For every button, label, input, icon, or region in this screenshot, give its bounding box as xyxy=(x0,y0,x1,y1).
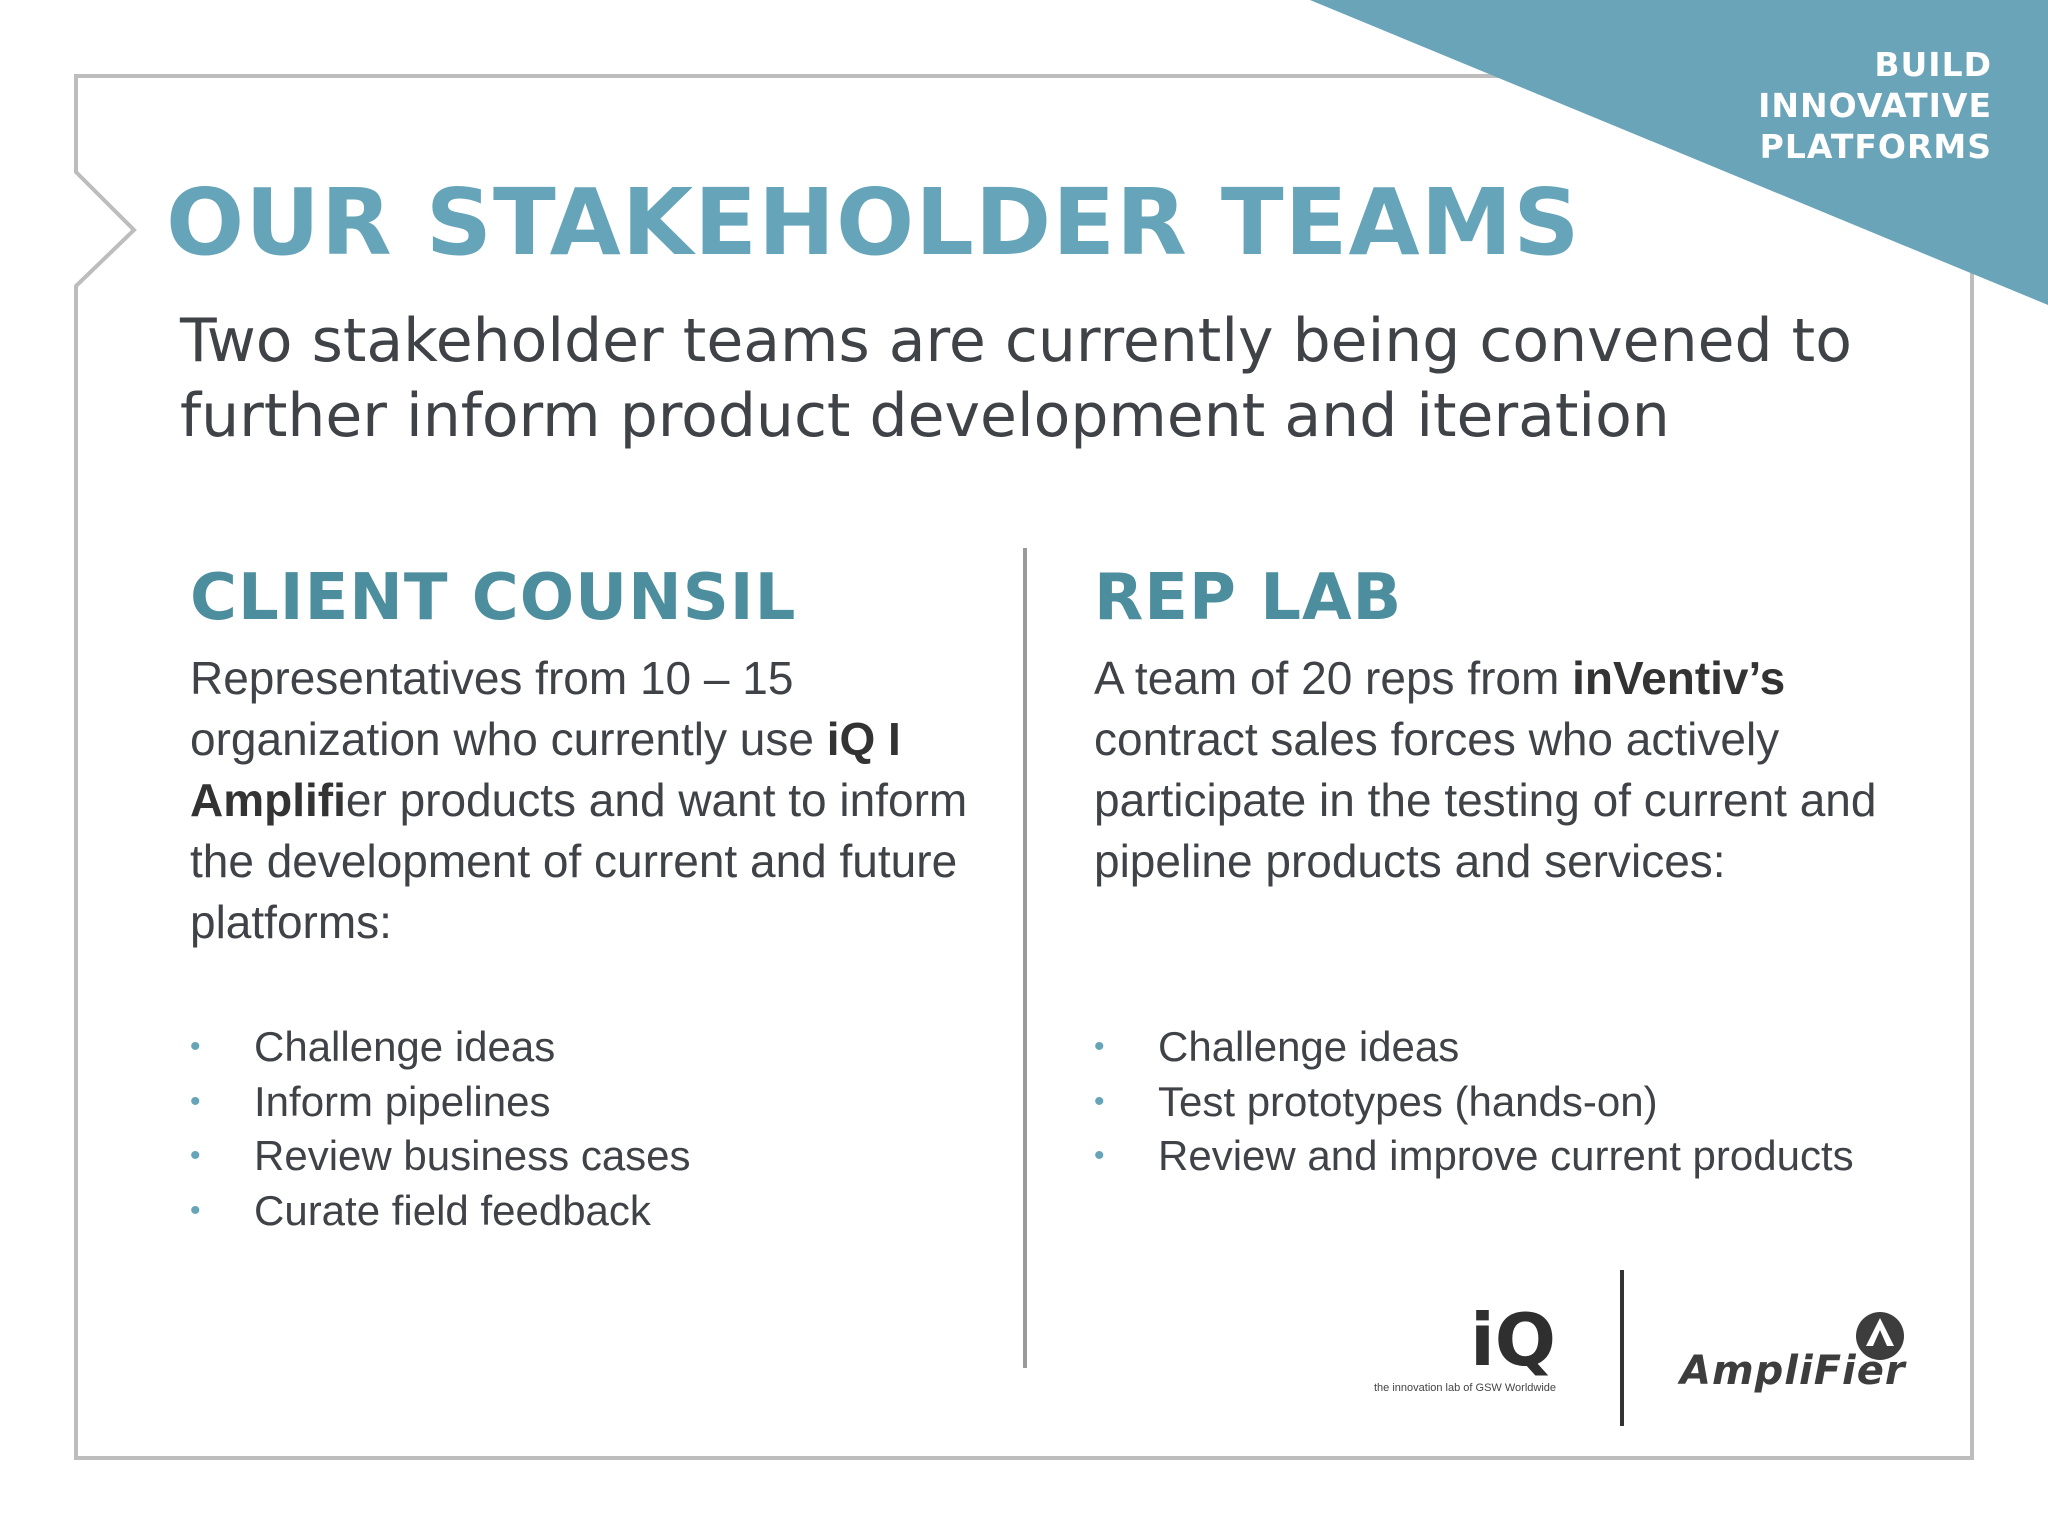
list-item xyxy=(1094,1129,1854,1184)
corner-banner-text xyxy=(1672,44,1992,167)
desc-text-bold: iQ I Amplifi xyxy=(190,713,901,826)
column-heading: REP LAB xyxy=(1094,561,1403,635)
list-item-text: Challenge ideas xyxy=(254,1023,556,1070)
bullet-icon: • xyxy=(1094,1139,1105,1172)
column-heading: CLIENT COUNSIL xyxy=(190,561,797,635)
iq-logo-mark: iQ xyxy=(1470,1298,1556,1382)
corner-line-1: BUILD xyxy=(1874,45,1992,84)
amplifier-wordmark: AmpliFier xyxy=(1680,1348,1906,1394)
client-counsil-column xyxy=(190,560,1040,1234)
list-item xyxy=(1094,1075,1854,1130)
list-item xyxy=(190,1020,691,1075)
bullet-icon: • xyxy=(190,1139,201,1172)
list-item-text: Challenge ideas xyxy=(1158,1023,1460,1070)
desc-text-bold: inVentiv’s xyxy=(1572,652,1786,704)
page-title: OUR STAKEHOLDER TEAMS xyxy=(166,169,1581,276)
list-item xyxy=(190,1075,691,1130)
corner-line-2: INNOVATIVE xyxy=(1758,86,1992,125)
page-subtitle: Two stakeholder teams are currently being convened to further inform product development and iteration xyxy=(180,306,1852,451)
rep-lab-column xyxy=(1094,560,1944,1179)
list-item-text: Inform pipelines xyxy=(254,1077,551,1125)
bullet-list xyxy=(190,1020,691,1238)
list-item-text: Curate field feedback xyxy=(254,1186,651,1234)
logo-separator xyxy=(1620,1270,1624,1426)
list-item xyxy=(190,1184,691,1239)
bullet-icon: • xyxy=(1094,1084,1105,1118)
iq-logo xyxy=(1320,1300,1570,1400)
column-description xyxy=(190,648,1040,953)
corner-line-3: PLATFORMS xyxy=(1759,127,1992,166)
bullet-icon: • xyxy=(190,1084,201,1118)
list-item-text: Review and improve current products xyxy=(1158,1132,1854,1179)
list-item-text: Test prototypes (hands-on) xyxy=(1158,1077,1658,1125)
list-item xyxy=(1094,1020,1854,1075)
list-item-text: Review business cases xyxy=(254,1132,691,1179)
amplifier-logo xyxy=(1680,1306,1910,1396)
desc-text-post: er products and want to inform the development of current and future platforms: xyxy=(190,774,968,948)
bullet-icon: • xyxy=(190,1030,201,1063)
desc-text-pre: A team of 20 reps from xyxy=(1094,652,1573,704)
desc-text-pre: Representatives from 10 – 15 organization who currently use xyxy=(190,652,827,765)
bullet-list xyxy=(1094,1020,1854,1184)
iq-logo-tagline: the innovation lab of GSW Worldwide xyxy=(1374,1382,1556,1394)
bullet-icon: • xyxy=(1094,1030,1105,1063)
column-description xyxy=(1094,648,1944,892)
desc-text-post: contract sales forces who actively participate in the testing of current and pipeline products and services: xyxy=(1094,713,1877,887)
bullet-icon: • xyxy=(190,1193,201,1227)
list-item xyxy=(190,1129,691,1184)
